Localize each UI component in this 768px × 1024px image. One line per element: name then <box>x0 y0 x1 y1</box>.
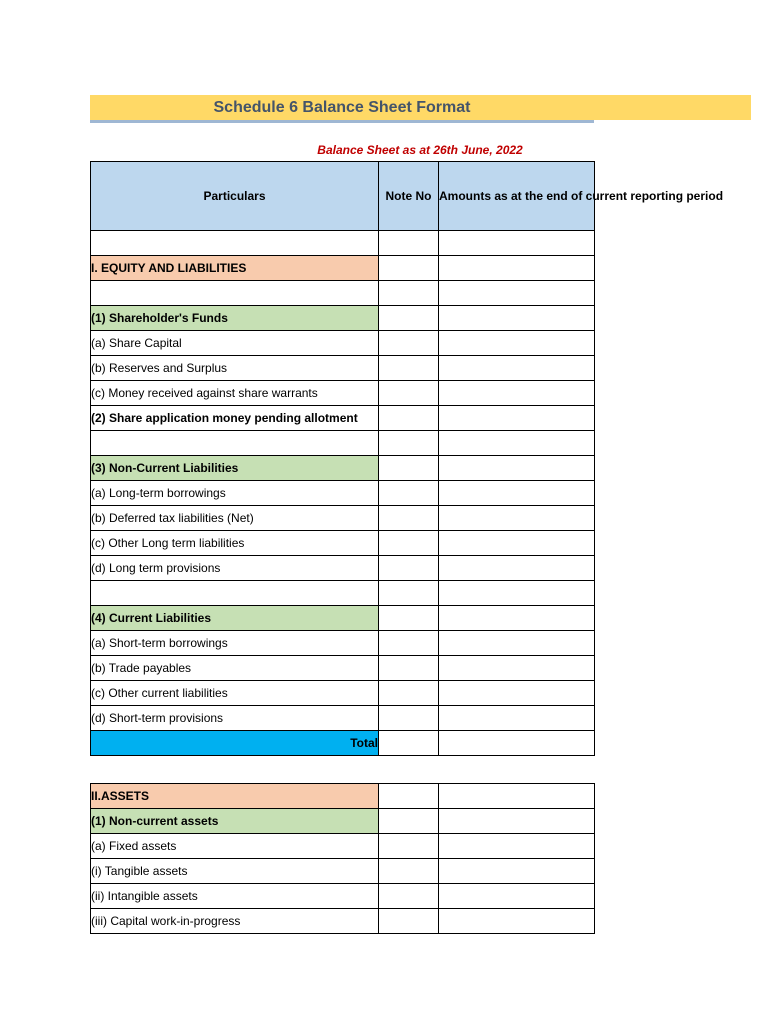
header-amounts: Amounts as at the end of current reporting period <box>439 162 595 231</box>
cell[interactable] <box>439 256 595 281</box>
cell[interactable] <box>379 281 439 306</box>
table-row <box>91 556 595 581</box>
table-row <box>91 281 595 306</box>
cell[interactable] <box>379 784 439 809</box>
table-row <box>91 731 595 756</box>
cell[interactable] <box>439 581 595 606</box>
item-long-term-provisions: (d) Long term provisions <box>91 556 379 581</box>
group-current-liabilities: (4) Current Liabilities <box>91 606 379 631</box>
table-row <box>91 631 595 656</box>
cell[interactable] <box>379 456 439 481</box>
title-underline <box>90 120 594 123</box>
group-non-current-assets: (1) Non-current assets <box>91 809 379 834</box>
item-long-term-borrowings: (a) Long-term borrowings <box>91 481 379 506</box>
table-row <box>91 681 595 706</box>
item-trade-payables: (b) Trade payables <box>91 656 379 681</box>
cell[interactable] <box>379 231 439 256</box>
table-row <box>91 859 595 884</box>
cell[interactable] <box>439 631 595 656</box>
cell[interactable] <box>439 809 595 834</box>
item-fixed-assets: (a) Fixed assets <box>91 834 379 859</box>
cell[interactable] <box>379 909 439 934</box>
cell[interactable] <box>379 631 439 656</box>
assets-table <box>90 783 595 934</box>
item-tangible-assets: (i) Tangible assets <box>91 859 379 884</box>
table-row <box>91 231 595 256</box>
cell[interactable] <box>439 731 595 756</box>
table-row <box>91 356 595 381</box>
table-row <box>91 784 595 809</box>
cell[interactable] <box>439 281 595 306</box>
item-money-received: (c) Money received against share warrants <box>91 381 379 406</box>
header-particulars: Particulars <box>91 162 379 231</box>
table-row <box>91 506 595 531</box>
cell[interactable] <box>439 531 595 556</box>
cell[interactable] <box>379 406 439 431</box>
table-row <box>91 834 595 859</box>
cell[interactable] <box>439 481 595 506</box>
cell[interactable] <box>379 556 439 581</box>
item-intangible-assets: (ii) Intangible assets <box>91 884 379 909</box>
total-label: Total <box>91 731 379 756</box>
header-note-no: Note No <box>379 162 439 231</box>
table-row <box>91 306 595 331</box>
group-shareholders-funds: (1) Shareholder's Funds <box>91 306 379 331</box>
cell[interactable] <box>379 681 439 706</box>
group-non-current-liabilities: (3) Non-Current Liabilities <box>91 456 379 481</box>
item-other-long-term: (c) Other Long term liabilities <box>91 531 379 556</box>
item-share-application: (2) Share application money pending allotment <box>91 406 379 431</box>
table-row <box>91 909 595 934</box>
cell[interactable] <box>379 656 439 681</box>
cell[interactable] <box>379 506 439 531</box>
cell[interactable] <box>439 331 595 356</box>
cell[interactable] <box>439 784 595 809</box>
item-share-capital: (a) Share Capital <box>91 331 379 356</box>
page-title: Schedule 6 Balance Sheet Format <box>213 99 471 116</box>
table-row <box>91 456 595 481</box>
cell[interactable] <box>379 834 439 859</box>
cell[interactable] <box>439 834 595 859</box>
table-row <box>91 381 595 406</box>
cell[interactable] <box>379 706 439 731</box>
item-capital-wip: (iii) Capital work-in-progress <box>91 909 379 934</box>
table-row <box>91 884 595 909</box>
cell[interactable] <box>379 884 439 909</box>
table-row <box>91 431 595 456</box>
cell[interactable] <box>379 859 439 884</box>
balance-sheet-date: Balance Sheet as at 26th June, 2022 <box>317 143 523 157</box>
cell[interactable] <box>439 431 595 456</box>
header-row <box>91 162 595 231</box>
item-short-term-provisions: (d) Short-term provisions <box>91 706 379 731</box>
item-deferred-tax: (b) Deferred tax liabilities (Net) <box>91 506 379 531</box>
table-row <box>91 706 595 731</box>
cell[interactable] <box>439 406 595 431</box>
cell[interactable] <box>91 431 379 456</box>
cell[interactable] <box>91 231 379 256</box>
cell[interactable] <box>379 581 439 606</box>
cell[interactable] <box>439 606 595 631</box>
item-short-term-borrowings: (a) Short-term borrowings <box>91 631 379 656</box>
cell[interactable] <box>379 731 439 756</box>
equity-liabilities-table <box>90 161 724 756</box>
cell[interactable] <box>439 909 595 934</box>
cell[interactable] <box>439 456 595 481</box>
item-reserves: (b) Reserves and Surplus <box>91 356 379 381</box>
table-row <box>91 256 595 281</box>
cell[interactable] <box>439 884 595 909</box>
cell[interactable] <box>439 656 595 681</box>
cell[interactable] <box>379 356 439 381</box>
section-assets: II.ASSETS <box>91 784 379 809</box>
cell[interactable] <box>379 531 439 556</box>
cell[interactable] <box>439 506 595 531</box>
table-row <box>91 581 595 606</box>
cell[interactable] <box>379 256 439 281</box>
table-row <box>91 809 595 834</box>
cell[interactable] <box>379 809 439 834</box>
cell[interactable] <box>91 581 379 606</box>
cell[interactable] <box>379 481 439 506</box>
cell[interactable] <box>379 431 439 456</box>
cell[interactable] <box>439 859 595 884</box>
cell[interactable] <box>439 356 595 381</box>
cell[interactable] <box>379 606 439 631</box>
table-row <box>91 331 595 356</box>
cell[interactable] <box>379 381 439 406</box>
cell[interactable] <box>439 556 595 581</box>
table-row <box>91 606 595 631</box>
table-row <box>91 656 595 681</box>
cell[interactable] <box>439 231 595 256</box>
item-other-current: (c) Other current liabilities <box>91 681 379 706</box>
cell[interactable] <box>439 381 595 406</box>
section-equity-liabilities: I. EQUITY AND LIABILITIES <box>91 256 379 281</box>
cell[interactable] <box>439 306 595 331</box>
cell[interactable] <box>439 706 595 731</box>
cell[interactable] <box>439 681 595 706</box>
table-row <box>91 481 595 506</box>
cell[interactable] <box>379 331 439 356</box>
table-row <box>91 531 595 556</box>
table-row <box>91 406 595 431</box>
cell[interactable] <box>91 281 379 306</box>
cell[interactable] <box>379 306 439 331</box>
